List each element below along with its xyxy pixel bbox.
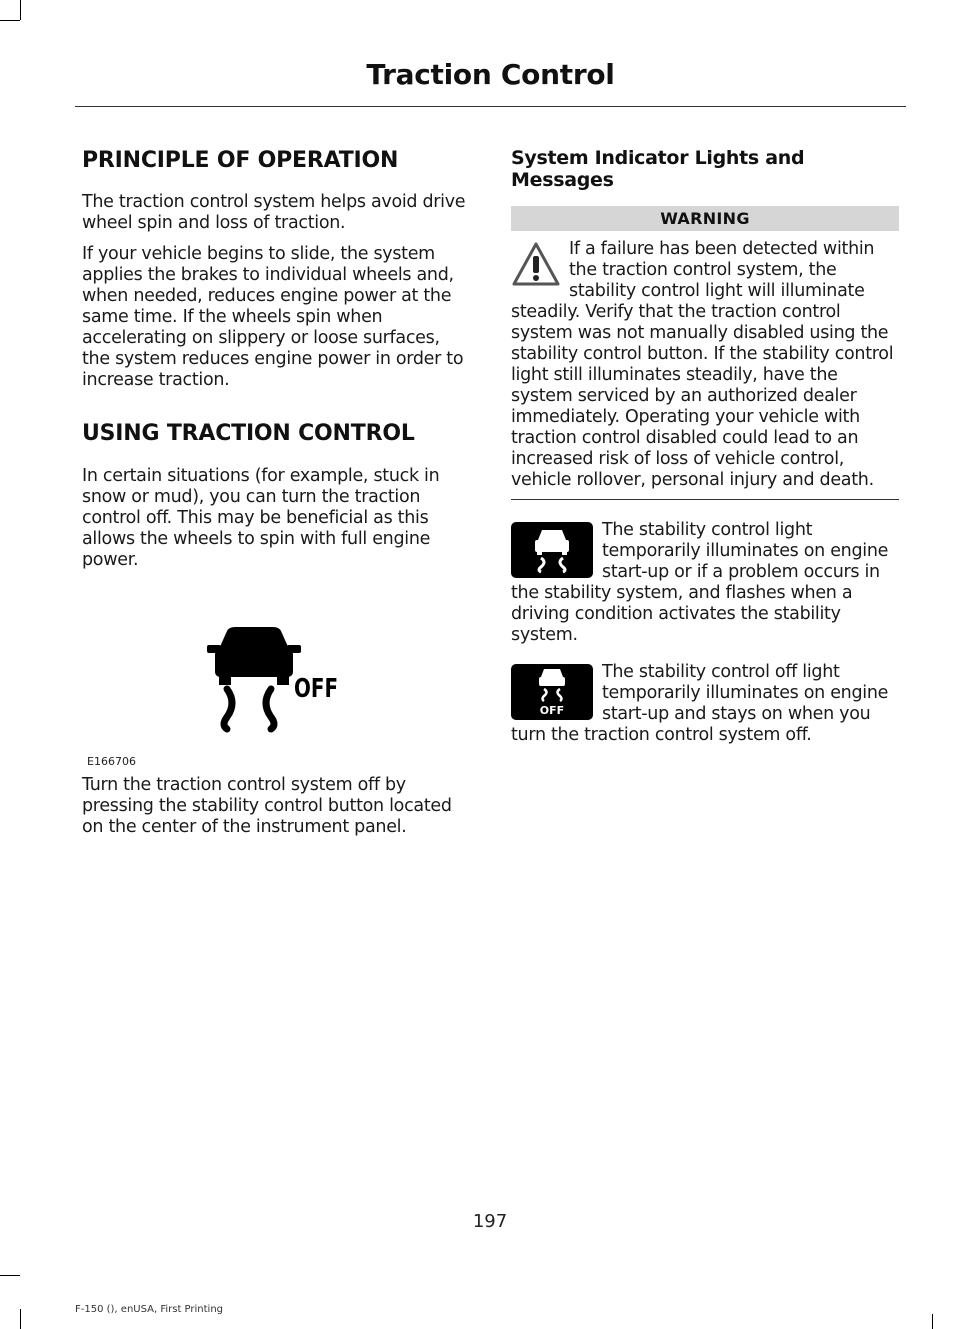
warning-divider — [511, 499, 899, 500]
indicator-off-label: OFF — [539, 704, 565, 717]
crop-mark — [20, 1309, 21, 1329]
figure-caption: E166706 — [87, 755, 136, 768]
stability-control-light-icon — [511, 522, 593, 578]
crop-mark — [0, 1275, 20, 1276]
figure-off-label: OFF — [294, 674, 338, 704]
left-column-bottom — [82, 775, 472, 838]
left-column — [82, 143, 472, 571]
page-number: 197 — [472, 1211, 508, 1232]
indicator-block-2 — [511, 662, 899, 746]
paragraph-using-2: Turn the traction control system off by pressing the stability control button located on the center of the instrument panel. — [82, 775, 452, 837]
section-heading-indicators: System Indicator Lights and Messages — [511, 147, 805, 191]
warning-block — [511, 239, 899, 491]
crop-mark — [932, 1314, 933, 1329]
section-heading-using: USING TRACTION CONTROL — [82, 421, 415, 447]
print-info: F-150 (), enUSA, First Printing — [75, 1304, 224, 1315]
paragraph-using-1: In certain situations (for example, stuck in snow or mud), you can turn the traction control off. This may be beneficial as this allows the wheels to spin with full engine power. — [82, 465, 440, 570]
page-title: Traction Control — [366, 58, 615, 91]
paragraph-principle-2: If your vehicle begins to slide, the system applies the brakes to individual wheels and, when needed, reduces engine power at the same time. If the wheels spin when accelerating on slippery or loose surfaces, the system reduces engine power in order to increase traction. — [82, 244, 464, 391]
crop-mark — [20, 0, 21, 20]
indicator-2-text: The stability control off light temporarily illuminates on engine start-up and stays on when you turn the traction control system off. — [511, 662, 889, 745]
warning-text: If a failure has been detected within the traction control system, the stability control light will illuminate steadily. Verify that the traction control system was not manually disabled using the stability control button. If the stability control light still illuminates steadily, have the system serviced by an authorized dealer immediately. Operating your vehicle with traction control disabled could lead to an increased risk of loss of vehicle control, vehicle rollover, personal injury and death. — [511, 239, 894, 490]
indicator-1-text: The stability control light temporarily illuminates on engine start-up or if a problem occurs in the stability system, and flashes when a driving condition activates the stability system. — [511, 520, 889, 645]
indicator-block-1 — [511, 520, 899, 646]
traction-control-off-icon — [205, 625, 345, 735]
crop-mark — [0, 20, 20, 21]
right-column — [511, 143, 899, 746]
warning-banner: WARNING — [511, 206, 899, 231]
title-divider — [75, 106, 906, 107]
stability-control-off-light-icon — [511, 664, 593, 720]
warning-triangle-icon — [511, 241, 561, 287]
paragraph-principle-1: The traction control system helps avoid drive wheel spin and loss of traction. — [82, 192, 466, 234]
section-heading-principle: PRINCIPLE OF OPERATION — [82, 148, 399, 173]
